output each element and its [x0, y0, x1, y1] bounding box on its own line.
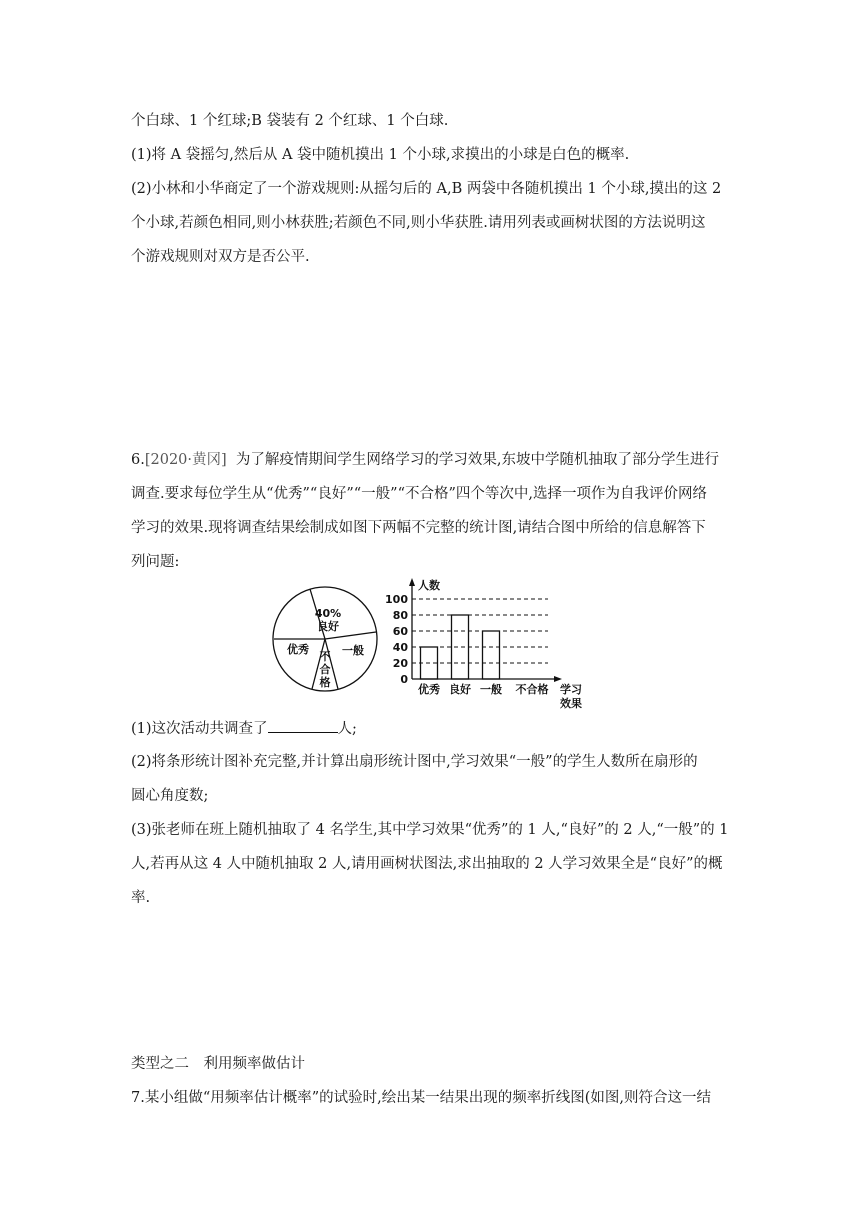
q5-part2-line1: (2)小林和小华商定了一个游戏规则:从摇匀后的 A,B 两袋中各随机摸出 1 个小球,摸出的这 2 [131, 181, 722, 197]
pie-label-excellent: 优秀 [287, 643, 309, 656]
x-tick-label: 良好 [449, 683, 471, 696]
statistics-figure [270, 575, 600, 715]
q6-part1-prefix: (1)这次活动共调查了 [131, 721, 268, 737]
x-tick-labels [418, 682, 549, 696]
pie-label-fail [320, 649, 331, 689]
q5-part1: (1)将 A 袋摇匀,然后从 A 袋中随机摸出 1 个小球,求摸出的小球是白色的概率. [131, 147, 630, 163]
bars [421, 615, 500, 679]
section-title: 类型之二 利用频率做估计 [131, 1056, 305, 1072]
y-tick-label: 100 [385, 593, 408, 606]
y-tick-label: 20 [392, 657, 408, 670]
pie-label-fail-char: 格 [319, 676, 331, 689]
y-tick-label: 40 [392, 641, 408, 654]
x-tick-label: 一般 [480, 683, 502, 696]
q6-part1-suffix: 人; [337, 721, 357, 737]
q6-part3-line1: (3)张老师在班上随机抽取了 4 名学生,其中学习效果“优秀”的 1 人,“良好”的 2 人,“一般”的 1 [131, 822, 729, 838]
pie-label-average: 一般 [342, 644, 364, 657]
q6-part2-line1: (2)将条形统计图补充完整,并计算出扇形统计图中,学习效果“一般”的学生人数所在扇形的 [131, 754, 698, 770]
q5-continued-line: 个白球、1 个红球;B 袋装有 2 个红球、1 个白球. [131, 113, 449, 129]
x-tick-label: 不合格 [515, 683, 549, 696]
y-tick-labels [385, 593, 408, 686]
q6-part2-line2: 圆心角度数; [131, 788, 209, 804]
pie-label-fail-char: 不 [319, 650, 331, 663]
q7-line1: 7.某小组做“用频率估计概率”的试验时,绘出某一结果出现的频率折线图(如图,则符合这一结 [131, 1090, 712, 1106]
q6-stem-line2: 调查.要求每位学生从“优秀”“良好”“一般”“不合格”四个等次中,选择一项作为自我评价网络 [131, 486, 708, 502]
x-axis-arrow [554, 676, 562, 682]
bar-2 [483, 631, 500, 679]
q6-stem-line1 [131, 450, 719, 470]
q6-part3-line2: 人,若再从这 4 人中随机抽取 2 人,请用画树状图法,求出抽取的 2 人学习效果全是“良好”的概 [131, 856, 723, 872]
x-axis-label-line2: 效果 [560, 697, 582, 710]
q6-stem-line3: 学习的效果.现将调查结果绘制成如图下两幅不完整的统计图,请结合图中所给的信息解答下 [131, 520, 706, 536]
q6-source: [2020·黄冈] [144, 452, 227, 468]
q6-stem-line4: 列问题: [131, 554, 180, 570]
q5-part2-line3: 个游戏规则对双方是否公平. [131, 249, 310, 265]
x-axis-label-line1: 学习 [560, 683, 582, 696]
pie-chart [273, 587, 377, 691]
q6-part3-line3: 率. [131, 890, 151, 906]
y-tick-label: 80 [392, 609, 408, 622]
pie-label-percent: 40% [314, 607, 342, 620]
q6-part1 [131, 718, 357, 739]
q6-number: 6. [131, 452, 145, 468]
y-axis-arrow [409, 578, 415, 586]
q6-stem-text: 为了解疫情期间学生网络学习的学习效果,东坡中学随机抽取了部分学生进行 [235, 452, 719, 468]
pie-divider-right [325, 632, 376, 639]
y-tick-label: 60 [392, 625, 408, 638]
y-tick-label: 0 [400, 673, 408, 686]
bar-chart [385, 578, 582, 710]
x-tick-label: 优秀 [418, 683, 440, 696]
bar-grid [412, 599, 548, 663]
y-axis-label: 人数 [418, 579, 440, 592]
answer-blank[interactable] [268, 718, 338, 733]
q5-part2-line2: 个小球,若颜色相同,则小林获胜;若颜色不同,则小华获胜.请用列表或画树状图的方法说明这 [131, 215, 706, 231]
pie-label-fail-char: 合 [319, 663, 331, 676]
pie-label-good: 良好 [317, 620, 339, 633]
